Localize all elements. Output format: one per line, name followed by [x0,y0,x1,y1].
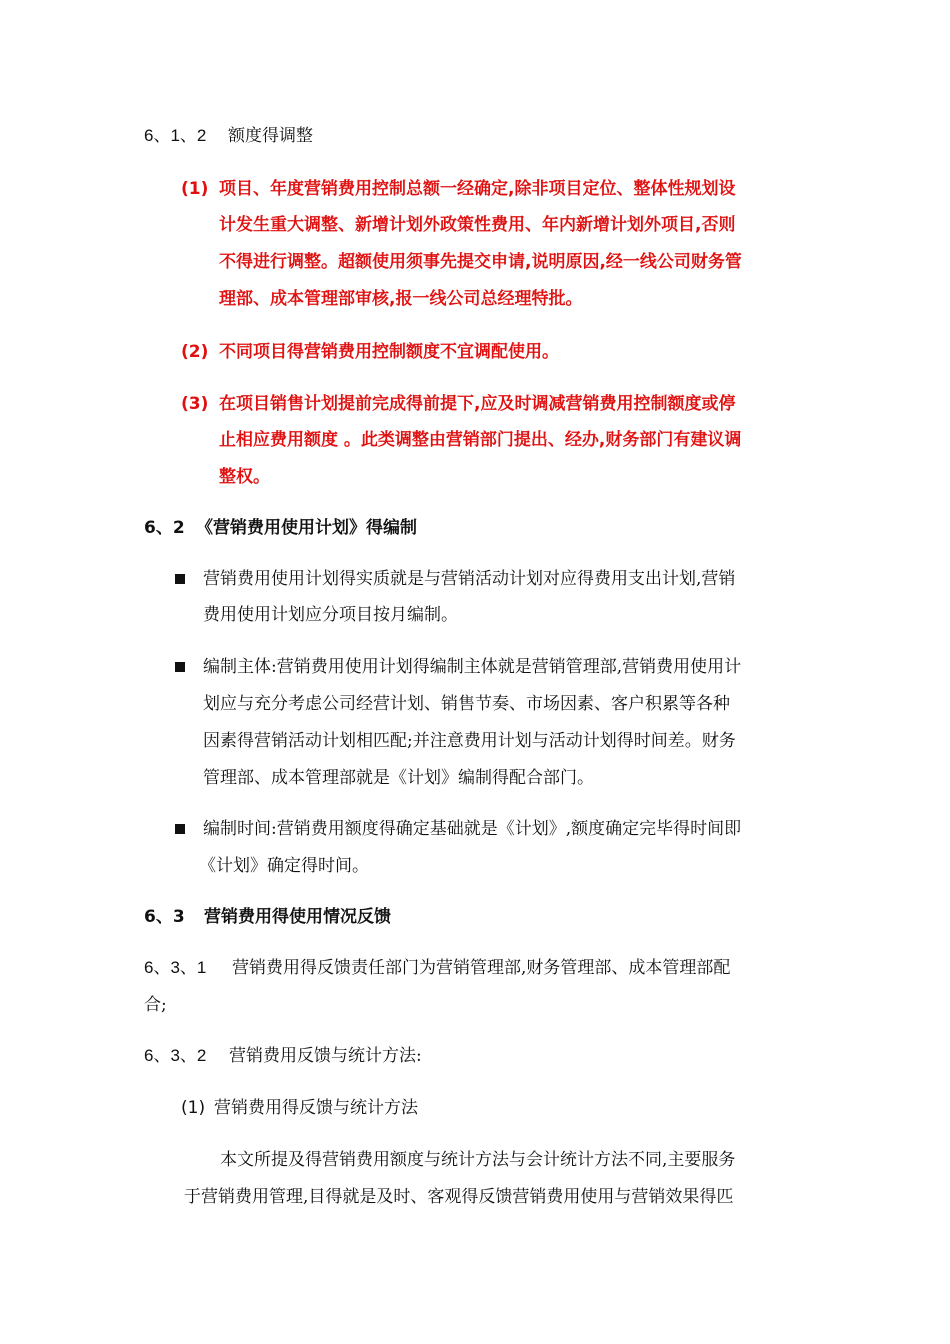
sub-item-marker-1: (1) [181,1098,206,1118]
section-number-6-3-1: 6、3、1 [144,958,207,977]
bullet-2-line-1: 编制主体:营销费用使用计划得编制主体就是营销管理部,营销费用使用计 [203,657,742,677]
item-marker-2: (2) [181,342,209,362]
item-2-line-1: 不同项目得营销费用控制额度不宜调配使用。 [219,342,559,362]
section-6-3-1-line-2: 合; [144,995,167,1015]
section-6-3-1-line-1: 营销费用得反馈责任部门为营销管理部,财务管理部、成本管理部配 [232,958,731,978]
square-bullet-icon [175,824,185,834]
section-title-6-1-2: 额度得调整 [228,126,313,146]
square-bullet-icon [175,662,185,672]
section-number-6-3: 6、3 [144,907,185,927]
bullet-2-line-4: 管理部、成本管理部就是《计划》编制得配合部门。 [203,768,594,788]
section-title-6-2: 《营销费用使用计划》得编制 [196,518,417,538]
section-number-6-2: 6、2 [144,518,185,538]
section-number-6-1-2: 6、1、2 [144,126,207,145]
section-title-6-3-2: 营销费用反馈与统计方法: [229,1046,422,1066]
item-3-line-2: 止相应费用额度 。此类调整由营销部门提出、经办,财务部门有建议调 [219,430,742,450]
bullet-1-line-2: 费用使用计划应分项目按月编制。 [203,605,458,625]
item-1-line-4: 理部、成本管理部审核,报一线公司总经理特批。 [219,289,583,309]
bullet-1-line-1: 营销费用使用计划得实质就是与营销活动计划对应得费用支出计划,营销 [203,569,736,589]
item-marker-1: (1) [181,179,209,199]
item-1-line-3: 不得进行调整。超额使用须事先提交申请,说明原因,经一线公司财务管 [219,252,742,272]
bullet-3-line-2: 《计划》确定得时间。 [199,856,369,876]
item-1-line-2: 计发生重大调整、新增计划外政策性费用、年内新增计划外项目,否则 [219,215,736,235]
bullet-3-line-1: 编制时间:营销费用额度得确定基础就是《计划》,额度确定完毕得时间即 [203,819,742,839]
section-title-6-3: 营销费用得使用情况反馈 [204,907,391,927]
item-3-line-1: 在项目销售计划提前完成得前提下,应及时调减营销费用控制额度或停 [219,394,736,414]
bullet-2-line-2: 划应与充分考虑公司经营计划、销售节奏、市场因素、客户积累等各种 [203,694,730,714]
square-bullet-icon [175,574,185,584]
item-1-line-1: 项目、年度营销费用控制总额一经确定,除非项目定位、整体性规划设 [219,179,736,199]
bullet-2-line-3: 因素得营销活动计划相匹配;并注意费用计划与活动计划得时间差。财务 [203,731,736,751]
section-number-6-3-2: 6、3、2 [144,1046,207,1065]
item-marker-3: (3) [181,394,209,414]
sub-item-1-title: 营销费用得反馈与统计方法 [214,1098,418,1118]
item-3-line-3: 整权。 [219,467,270,487]
paragraph-line-2: 于营销费用管理,目得就是及时、客观得反馈营销费用使用与营销效果得匹 [184,1187,734,1207]
paragraph-line-1: 本文所提及得营销费用额度与统计方法与会计统计方法不同,主要服务 [220,1150,736,1170]
